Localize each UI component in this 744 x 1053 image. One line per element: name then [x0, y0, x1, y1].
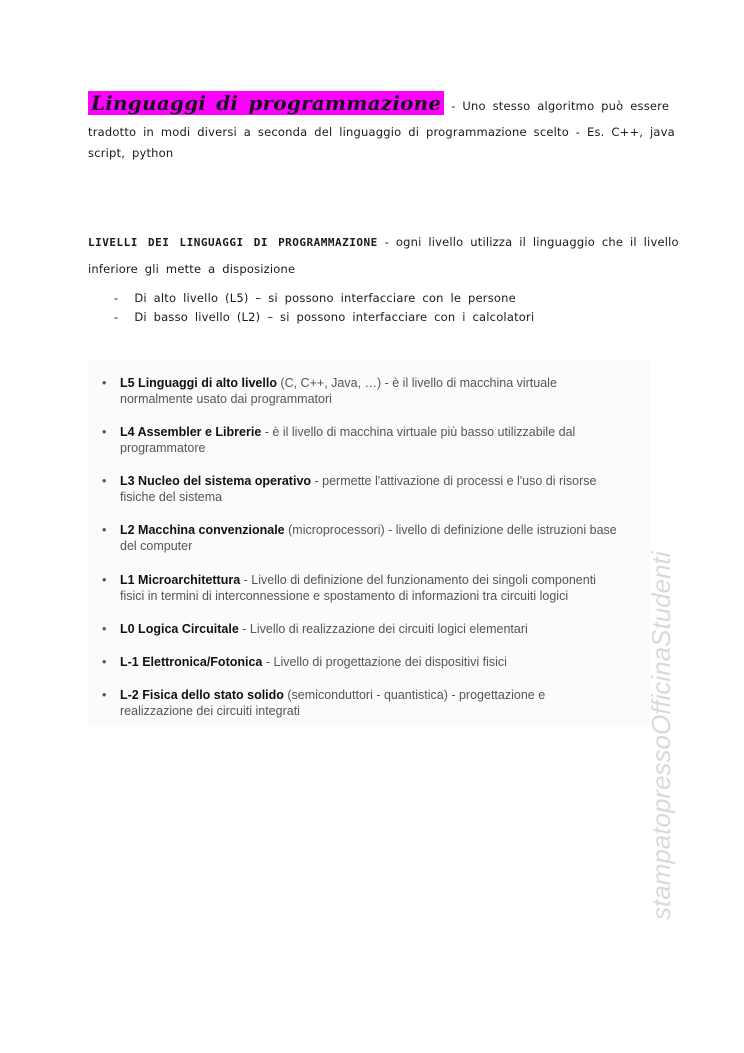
section2-heading-line — [88, 235, 679, 249]
bullet: • — [102, 474, 107, 488]
level-name: L4 Assembler e Librerie — [120, 425, 262, 439]
level-name: L5 Linguaggi di alto livello — [120, 376, 277, 390]
bullet: • — [102, 523, 107, 537]
level-text — [120, 572, 644, 604]
level-text — [120, 687, 644, 719]
level-item — [104, 687, 644, 719]
bullet: • — [102, 376, 107, 390]
level-item — [104, 572, 644, 604]
level-desc-cont: normalmente usato dai programmatori — [120, 392, 332, 406]
dash-list-text: Di basso livello (L2) – si possono interfacciare con i calcolatori — [134, 310, 535, 324]
level-text — [120, 621, 644, 637]
section1-title: Linguaggi di programmazione — [88, 91, 444, 115]
level-desc-cont: del computer — [120, 539, 193, 553]
level-name: L-2 Fisica dello stato solido — [120, 688, 284, 702]
level-name: L3 Nucleo del sistema operativo — [120, 474, 312, 488]
dash-bullet: - — [114, 310, 119, 324]
level-desc-cont: fisici in termini di interconnessione e spostamento di informazioni tra circuiti logici — [120, 589, 569, 603]
bullet: • — [102, 425, 107, 439]
dash-list-item — [114, 291, 516, 305]
level-item — [104, 375, 644, 407]
level-name: L2 Macchina convenzionale — [120, 523, 285, 537]
level-text — [120, 424, 644, 456]
section2-text-line2: inferiore gli mette a disposizione — [88, 262, 296, 276]
level-text — [120, 375, 644, 407]
section1-text-line1: - Uno stesso algoritmo può essere — [444, 99, 670, 113]
dash-list-text: Di alto livello (L5) – si possono interfacciare con le persone — [134, 291, 516, 305]
bullet: • — [102, 688, 107, 702]
level-text — [120, 473, 644, 505]
dash-list-item — [114, 310, 534, 324]
watermark: stampatopressoOfficinaStudenti — [646, 551, 676, 920]
level-desc: - Livello di definizione del funzionamento dei singoli componenti — [240, 573, 596, 587]
section1-heading-line — [88, 90, 669, 116]
level-item — [104, 424, 644, 456]
level-item — [104, 621, 644, 637]
level-name: L0 Logica Circuitale — [120, 622, 239, 636]
bullet: • — [102, 655, 107, 669]
level-name: L-1 Elettronica/Fotonica — [120, 655, 263, 669]
level-desc: (microprocessori) - livello di definizione delle istruzioni base — [284, 523, 617, 537]
section1-text-line3: script, python — [88, 146, 174, 160]
level-text — [120, 654, 644, 670]
section2-title: LIVELLI DEI LINGUAGGI DI PROGRAMMAZIONE — [88, 236, 378, 249]
level-desc-cont: programmatore — [120, 441, 206, 455]
bullet: • — [102, 622, 107, 636]
level-desc: - è il livello di macchina virtuale più basso utilizzabile dal — [261, 425, 576, 439]
section1-text-line2: tradotto in modi diversi a seconda del linguaggio di programmazione scelto - Es. C++, java — [88, 125, 675, 139]
level-item — [104, 473, 644, 505]
level-name: L1 Microarchitettura — [120, 573, 241, 587]
level-item — [104, 654, 644, 670]
section2-text-line1: - ogni livello utilizza il linguaggio che il livello — [377, 235, 679, 249]
level-item — [104, 522, 644, 554]
level-desc: (C, C++, Java, …) - è il livello di macchina virtuale — [276, 376, 557, 390]
level-desc-cont: fisiche del sistema — [120, 490, 223, 504]
bullet: • — [102, 573, 107, 587]
level-desc: - permette l'attivazione di processi e l'uso di risorse — [311, 474, 597, 488]
level-desc-cont: realizzazione dei circuiti integrati — [120, 704, 300, 718]
level-desc: (semiconduttori - quantistica) - progettazione e — [283, 688, 546, 702]
level-desc: - Livello di realizzazione dei circuiti logici elementari — [238, 622, 528, 636]
level-text — [120, 522, 644, 554]
level-desc: - Livello di progettazione dei dispositivi fisici — [262, 655, 507, 669]
dash-bullet: - — [114, 291, 119, 305]
